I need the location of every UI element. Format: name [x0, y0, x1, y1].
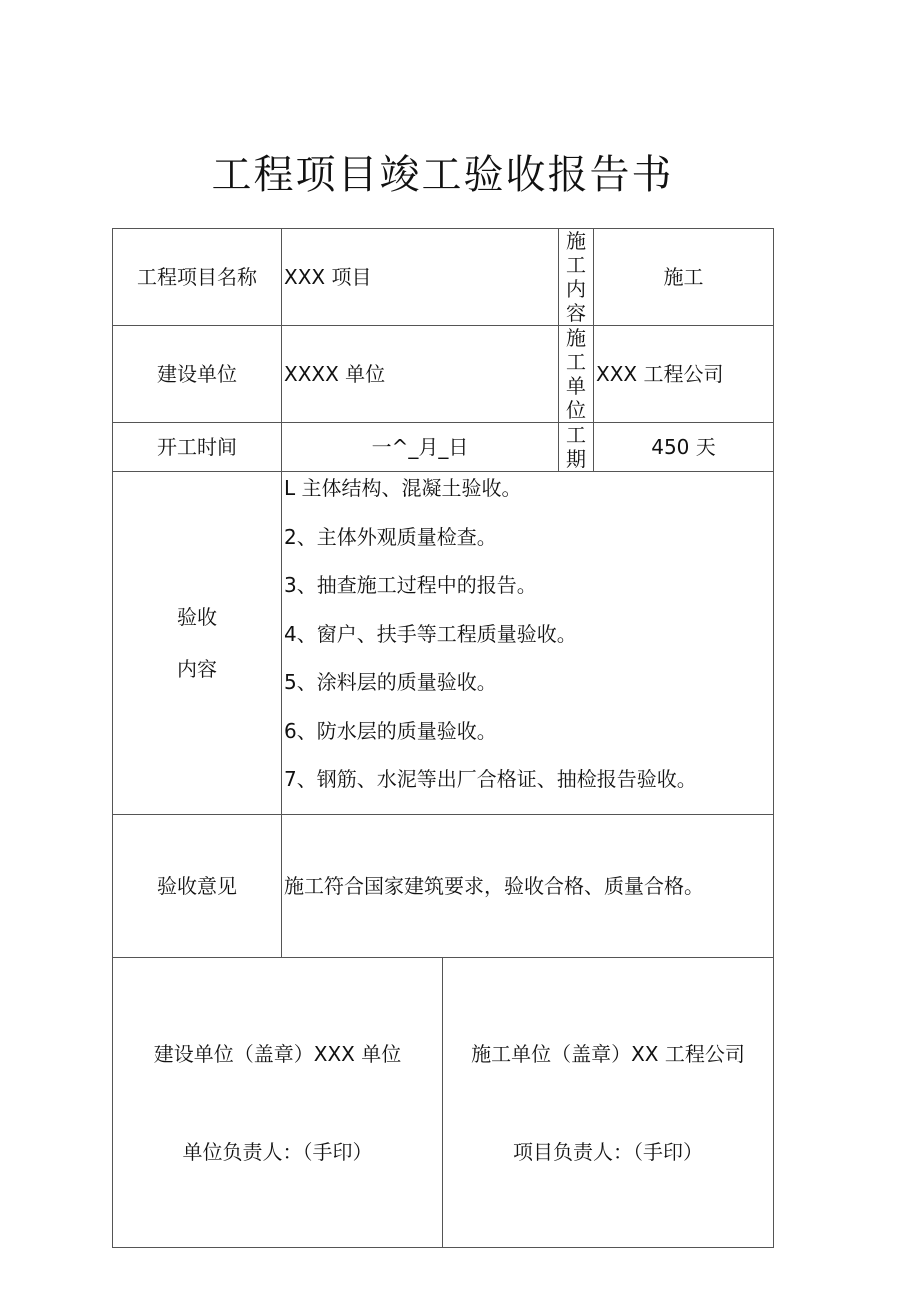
- builder-signature-cell: [113, 957, 443, 1247]
- project-name-label: 工程项目名称: [113, 229, 282, 326]
- acceptance-items-list: [282, 472, 773, 814]
- list-item: 3、抽查施工过程中的报告。: [284, 573, 537, 597]
- table-row-project: [113, 229, 774, 326]
- constructor-seal-text: 施工单位（盖章）XX 工程公司: [471, 1041, 745, 1066]
- construction-content-value: 施工: [594, 229, 774, 326]
- builder-person-text: 单位负责人：（手印）: [182, 1139, 373, 1164]
- acceptance-content-label: [113, 472, 282, 815]
- acceptance-content-cell: [282, 472, 774, 815]
- table-row-opinion: [113, 814, 774, 957]
- duration-label: 工期: [559, 423, 594, 472]
- opinion-text: 施工符合国家建筑要求，验收合格、质量合格。: [282, 814, 774, 957]
- builder-seal-text: 建设单位（盖章）XXX 单位: [153, 1041, 402, 1066]
- constructor-person-text: 项目负责人：（手印）: [513, 1139, 703, 1164]
- list-item: 2、主体外观质量检查。: [284, 524, 497, 549]
- page-title: 工程项目竣工验收报告书: [211, 152, 674, 198]
- constructor-unit-label: 施工单位: [559, 326, 594, 423]
- builder-unit-label: 建设单位: [113, 326, 282, 423]
- constructor-unit-value: XXX 工程公司: [594, 326, 774, 423]
- acceptance-label-line1: 验收: [177, 604, 217, 629]
- table-row-acceptance-content: [113, 472, 774, 815]
- list-item: L 主体结构、混凝土验收。: [284, 476, 522, 500]
- builder-unit-value: XXXX 单位: [282, 326, 559, 423]
- acceptance-label-line2: 内容: [177, 656, 217, 681]
- list-item: 4、窗户、扶手等工程质量验收。: [284, 621, 577, 646]
- acceptance-report-table: [112, 228, 774, 1248]
- start-date-value: 一^_月_日: [282, 423, 559, 472]
- list-item: 7、钢筋、水泥等出厂合格证、抽检报告验收。: [284, 767, 697, 791]
- list-item: 5、涂料层的质量验收。: [284, 670, 497, 694]
- duration-value: 450 天: [594, 423, 774, 472]
- table-row-signatures: [113, 957, 774, 1247]
- constructor-signature-cell: [443, 957, 774, 1247]
- list-item: 6、防水层的质量验收。: [284, 718, 497, 743]
- start-date-label: 开工时间: [113, 423, 282, 472]
- table-row-units: [113, 326, 774, 423]
- construction-content-label: 施工内容: [559, 229, 594, 326]
- opinion-label: 验收意见: [113, 814, 282, 957]
- project-name-value: XXX 项目: [282, 229, 559, 326]
- table-row-schedule: [113, 423, 774, 472]
